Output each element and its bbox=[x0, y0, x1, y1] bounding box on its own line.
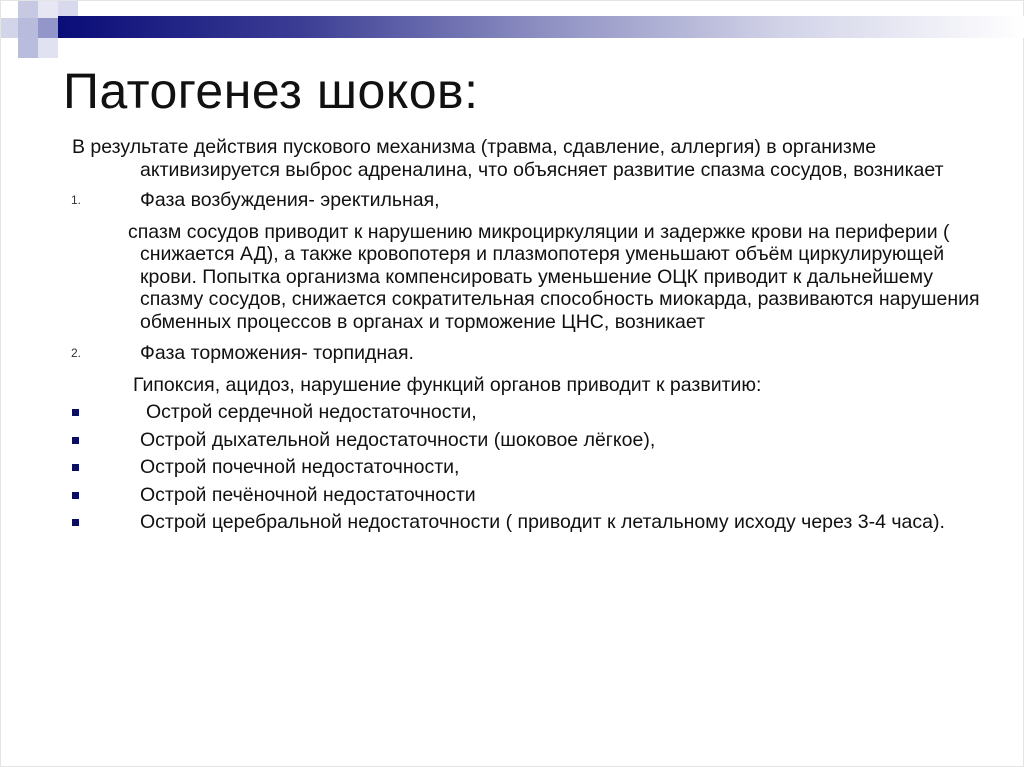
complication-text: Острой дыхательной недостаточности (шоковое лёгкое), bbox=[140, 428, 656, 451]
decorative-square bbox=[18, 18, 38, 38]
phase-number: 2. bbox=[71, 346, 82, 360]
phase-1-description: спазм сосудов приводит к нарушению микроциркуляции и задержке крови на периферии ( снижается АД), а также кровопотеря и плазмопотеря уменьшают объём циркулирующей крови. Попытка организма компенсировать уменьшение ОЦК приводит к дальнейшему спазму сосудов, снижается сократительная способность миокарда, развиваются нарушения обменных процессов в органах и торможение ЦНС, возникает bbox=[128, 220, 980, 333]
square-bullet-icon bbox=[72, 492, 79, 499]
phase-2 bbox=[65, 342, 985, 365]
complication-text: Острой церебральной недостаточности ( приводит к летальному исходу через 3-4 часа). bbox=[140, 511, 945, 533]
square-bullet-icon bbox=[72, 464, 79, 471]
complication-text: Острой сердечной недостаточности, bbox=[146, 401, 477, 423]
decorative-square bbox=[38, 18, 58, 38]
phase-1 bbox=[65, 189, 985, 212]
decorative-square bbox=[1, 18, 18, 38]
slide-body bbox=[65, 136, 985, 539]
square-bullet-icon bbox=[72, 409, 79, 416]
intro-paragraph: В результате действия пускового механизма (травма, сдавление, аллергия) в организме активизируется выброс адреналина, что объясняет развитие спазма сосудов, возникает bbox=[72, 136, 944, 181]
phase-label: Фаза торможения- торпидная. bbox=[140, 342, 414, 364]
slide-title: Патогенез шоков: bbox=[63, 63, 479, 119]
complication-item bbox=[65, 429, 985, 452]
square-bullet-icon bbox=[72, 519, 79, 526]
decorative-square bbox=[18, 1, 38, 18]
square-bullet-icon bbox=[72, 437, 79, 444]
phase-2-description: Гипоксия, ацидоз, нарушение функций органов приводит к развитию: bbox=[133, 373, 762, 396]
complication-item bbox=[65, 401, 985, 424]
decorative-square bbox=[38, 38, 58, 58]
phase-label: Фаза возбуждения- эректильная, bbox=[140, 189, 440, 211]
decorative-square bbox=[18, 38, 38, 58]
decorative-square bbox=[38, 1, 58, 18]
complication-item bbox=[65, 456, 985, 479]
complication-item bbox=[65, 484, 985, 507]
complication-text: Острой почечной недостаточности, bbox=[140, 456, 460, 478]
header-gradient-bar bbox=[58, 16, 1024, 38]
phase-number: 1. bbox=[71, 193, 82, 207]
complication-text: Острой печёночной недостаточности bbox=[140, 483, 476, 506]
complication-item bbox=[65, 511, 985, 534]
